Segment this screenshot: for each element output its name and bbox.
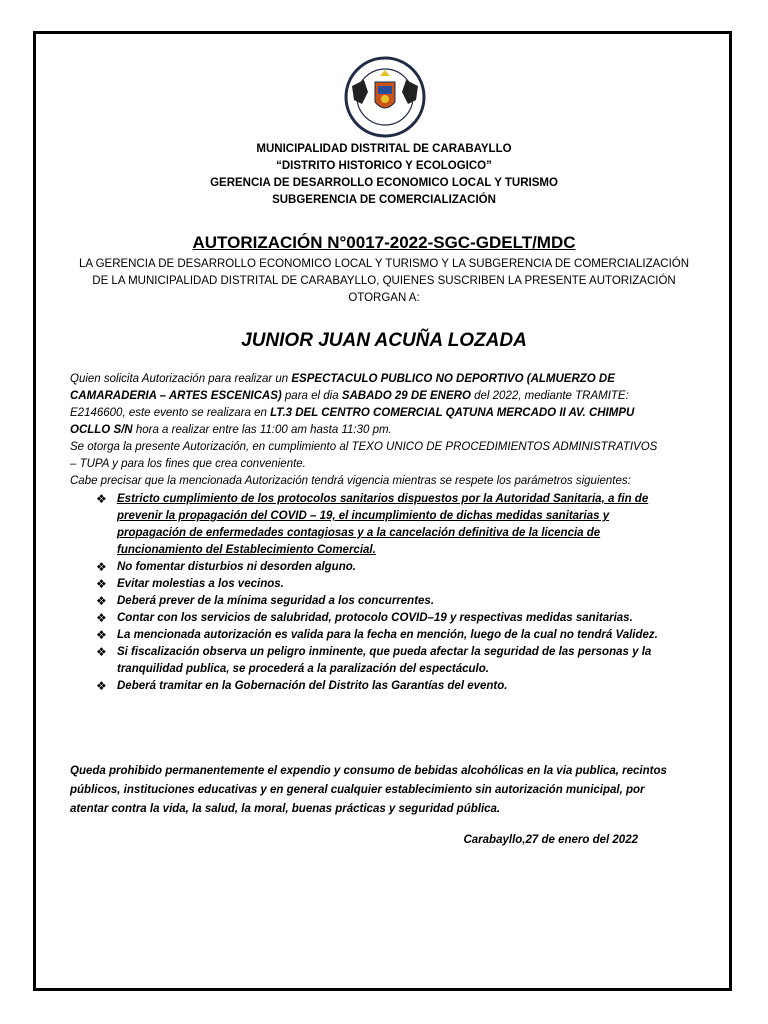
- prohibition-paragraph: Queda prohibido permanentemente el expendio y consumo de bebidas alcohólicas en la via publica, recintos públicos, instituciones educativas y en general cualquier establecimiento sin autorización municipal, por atentar contra la vida, la salud, la moral, buenas prácticas y seguridad pública.: [70, 765, 667, 815]
- list-item: [70, 576, 660, 593]
- request-text-1: Quien solicita Autorización para realizar un: [70, 373, 292, 385]
- rule-text: Si fiscalización observa un peligro inminente, que pueda afectar la seguridad de las personas y la tranquilidad publica, se procederá a la paralización del espectáculo.: [117, 646, 652, 675]
- conditions-paragraph: Cabe precisar que la mencionada Autorización tendrá vigencia mientras se respete los parámetros siguientes:: [70, 475, 631, 487]
- rule-text: La mencionada autorización es valida para la fecha en mención, luego de la cual no tendrá Validez.: [117, 629, 658, 641]
- authorization-body: [70, 371, 660, 695]
- issue-date: Carabayllo,27 de enero del 2022: [463, 834, 638, 846]
- municipal-seal-logo: [340, 56, 430, 138]
- diamond-bullet-icon: ❖: [96, 628, 107, 642]
- rule-text: No fomentar disturbios ni desorden alguno.: [117, 561, 356, 573]
- district-motto: “DISTRITO HISTORICO Y ECOLOGICO”: [276, 160, 492, 172]
- authorization-title: AUTORIZACIÓN N°0017-2022-SGC-GDELT/MDC: [192, 233, 576, 252]
- municipality-name: MUNICIPALIDAD DISTRITAL DE CARABAYLLO: [256, 143, 512, 155]
- list-item: [70, 491, 660, 559]
- header-block: [34, 141, 734, 209]
- request-text-4: hora a realizar entre las 11:00 am hasta 11:30 pm.: [132, 424, 392, 436]
- rule-text: Evitar molestias a los vecinos.: [117, 578, 284, 590]
- recipient-name: JUNIOR JUAN ACUÑA LOZADA: [241, 330, 527, 351]
- intro-paragraph: LA GERENCIA DE DESARROLLO ECONOMICO LOCAL Y TURISMO Y LA SUBGERENCIA DE COMERCIALIZACIÓN DE LA MUNICIPALIDAD DISTRITAL DE CARABAYLLO, QUIENES SUSCRIBEN LA PRESENTE AUTORIZACIÓN OTORGAN A:: [78, 258, 690, 304]
- event-type: ESPECTACULO PUBLICO NO DEPORTIVO (ALMUERZO DE CAMARADERIA – ARTES ESCENICAS): [70, 373, 615, 402]
- diamond-bullet-icon: ❖: [96, 679, 107, 693]
- request-text-2: para el dia: [281, 390, 342, 402]
- list-item: [70, 610, 660, 627]
- rule-text: Contar con los servicios de salubridad, protocolo COVID–19 y respectivas medidas sanitarias.: [117, 612, 633, 624]
- diamond-bullet-icon: ❖: [96, 611, 107, 625]
- rule-text: Deberá tramitar en la Gobernación del Distrito las Garantías del evento.: [117, 680, 508, 692]
- diamond-bullet-icon: ❖: [96, 577, 107, 591]
- list-item: [70, 593, 660, 610]
- list-item: [70, 644, 660, 678]
- list-item: [70, 678, 660, 695]
- list-item: [70, 559, 660, 576]
- rules-list: [70, 491, 660, 695]
- request-text-3: del 2022, mediante TRAMITE: E2146600, este evento se realizara en: [70, 390, 629, 419]
- event-location: LT.3 DEL CENTRO COMERCIAL QATUNA MERCADO II AV. CHIMPU OCLLO S/N: [70, 407, 635, 436]
- rule-text: Estricto cumplimiento de los protocolos sanitarios dispuestos por la Autoridad Sanitaria, a fin de prevenir la propagación del COVID – 19, el incumplimiento de dichas medidas sanitarias y propagación de enfermedades contagiosas y a la cancelación definitiva de la licencia de funcionamiento del Establecimiento Comercial.: [117, 493, 649, 556]
- rule-text: Deberá prever de la mínima seguridad a los concurrentes.: [117, 595, 435, 607]
- diamond-bullet-icon: ❖: [96, 492, 107, 506]
- diamond-bullet-icon: ❖: [96, 560, 107, 574]
- diamond-bullet-icon: ❖: [96, 594, 107, 608]
- list-item: [70, 627, 660, 644]
- request-paragraph: [70, 371, 660, 439]
- diamond-bullet-icon: ❖: [96, 645, 107, 659]
- event-date: SABADO 29 DE ENERO: [341, 390, 471, 402]
- management-name: GERENCIA DE DESARROLLO ECONOMICO LOCAL Y TURISMO: [210, 177, 558, 189]
- subdivision-name: SUBGERENCIA DE COMERCIALIZACIÓN: [272, 194, 496, 206]
- tupa-paragraph: Se otorga la presente Autorización, en cumplimiento al TEXO UNICO DE PROCEDIMIENTOS ADMINISTRATIVOS – TUPA y para los fines que crea conveniente.: [70, 441, 658, 470]
